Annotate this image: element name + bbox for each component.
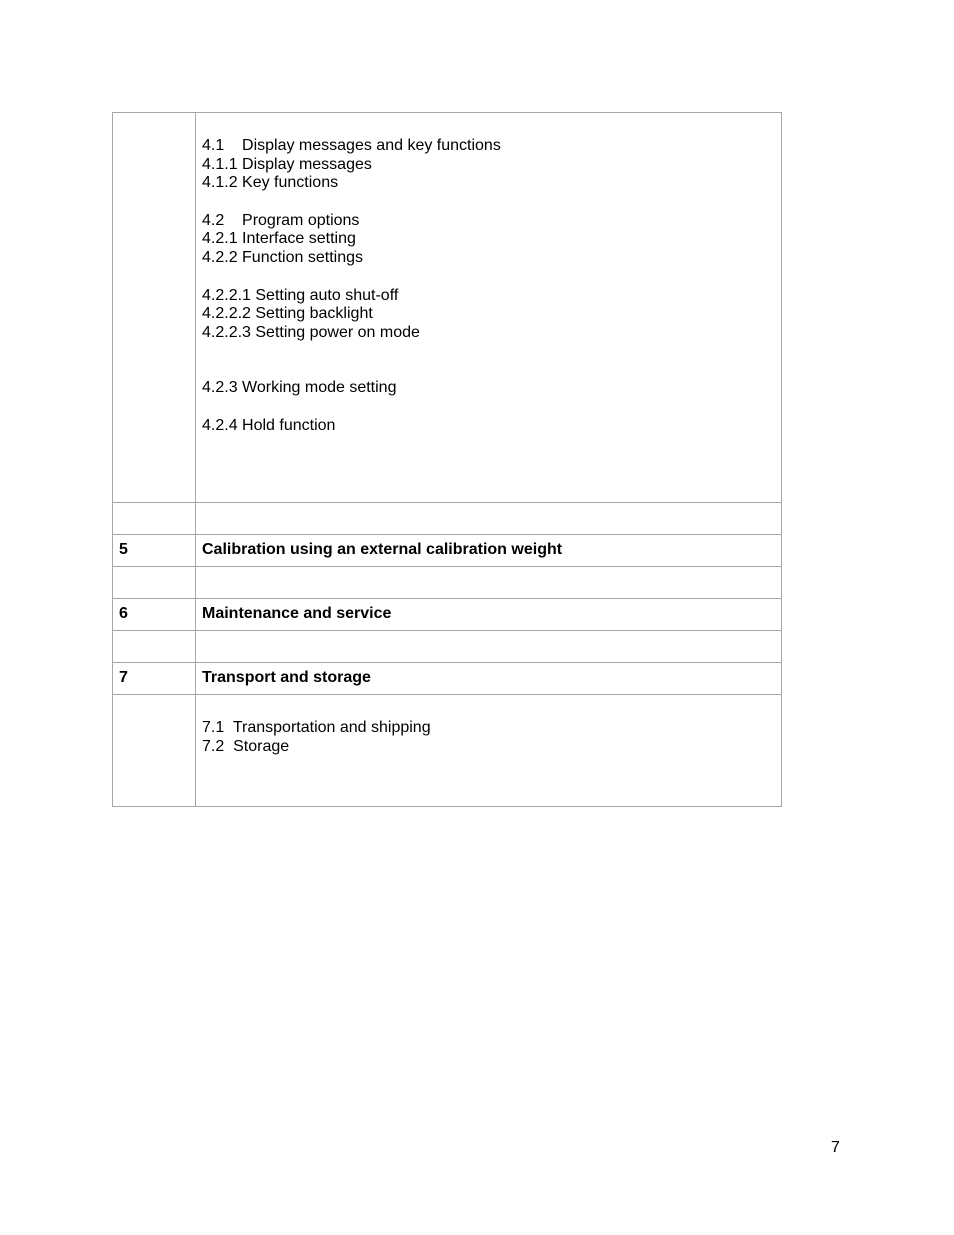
toc-entry: 4.2.2.2 Setting backlight: [202, 305, 373, 323]
toc-entry: 4.2.1 Interface setting: [202, 230, 356, 248]
toc-entry: 7.2 Storage: [202, 737, 290, 755]
toc-entry: 4.1.2 Key functions: [202, 174, 339, 192]
toc-section-number: 7: [113, 663, 196, 695]
toc-subitems-cell: [196, 113, 782, 503]
toc-subitems-cell: [196, 695, 782, 807]
toc-row-section-7: [113, 663, 782, 695]
toc-section-number: 6: [113, 599, 196, 631]
toc-row-section-4-subitems: [113, 113, 782, 503]
toc-section-number: 5: [113, 535, 196, 567]
toc-row-section-6: [113, 599, 782, 631]
toc-number-cell: [113, 695, 196, 807]
toc-group-4-2-4: [202, 417, 775, 436]
toc-entry: 4.1.1 Display messages: [202, 155, 372, 173]
toc-spacer-row: [113, 567, 782, 599]
page-number: 7: [831, 1139, 840, 1156]
toc-entry: 4.2.4 Hold function: [202, 416, 336, 434]
toc-entry: 4.2.2 Function settings: [202, 248, 363, 266]
toc-entry: 4.1 Display messages and key functions: [202, 137, 501, 154]
toc-section-title: Maintenance and service: [196, 599, 782, 631]
toc-entry: 4.2 Program options: [202, 211, 360, 229]
toc-title-cell: [196, 631, 782, 663]
toc-number-cell: [113, 503, 196, 535]
toc-spacer-row: [113, 631, 782, 663]
toc-number-cell: [113, 631, 196, 663]
table-of-contents: [112, 112, 782, 807]
toc-group-4-1: [202, 137, 775, 193]
toc-title-cell: [196, 567, 782, 599]
toc-number-cell: [113, 567, 196, 599]
toc-title-cell: [196, 503, 782, 535]
toc-section-title: Transport and storage: [196, 663, 782, 695]
toc-entry: 4.2.2.1 Setting auto shut-off: [202, 286, 399, 304]
toc-entry: 4.2.2.3 Setting power on mode: [202, 323, 420, 341]
toc-entry: 4.2.3 Working mode setting: [202, 379, 397, 397]
toc-row-section-7-subitems: [113, 695, 782, 807]
toc-number-cell: [113, 113, 196, 503]
toc-group-4-2: [202, 212, 775, 268]
toc-row-section-5: [113, 535, 782, 567]
toc-entry: 7.1 Transportation and shipping: [202, 719, 431, 736]
toc-group-4-2-2: [202, 287, 775, 343]
toc-section-title: Calibration using an external calibration weight: [196, 535, 782, 567]
toc-group-4-2-3: [202, 379, 775, 398]
toc-spacer-row: [113, 503, 782, 535]
